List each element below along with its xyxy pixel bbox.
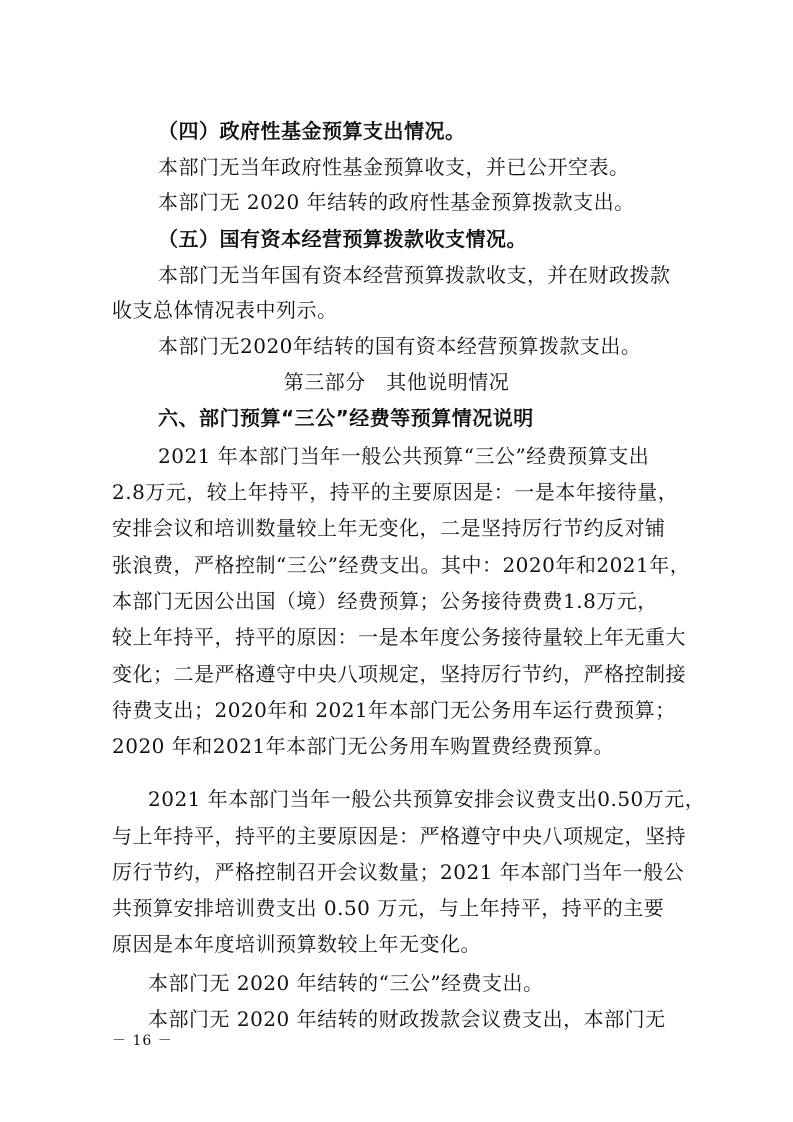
section6-heading: 六、部门预算“三公”经费等预算情况说明: [158, 406, 534, 430]
para1-line-1: 2021 年本部门当年一般公共预算“三公”经费预算支出: [158, 444, 650, 468]
para1-line-5: 本部门无因公出国（境）经费预算；公务接待费费1.8万元，: [112, 589, 658, 613]
para2-line-3: 厉行节约，严格控制召开会议数量；2021 年本部门当年一般公: [112, 860, 685, 884]
para1-line-9: 2020 年和2021年本部门无公务用车购置费经费预算。: [112, 734, 615, 758]
para1-line-8: 待费支出；2020年和 2021年本部门无公务用车运行费预算；: [112, 698, 676, 722]
para1-line-6: 较上年持平，持平的原因：一是本年度公务接待量较上年无重大: [112, 625, 686, 649]
para1-line-3: 安排会议和培训数量较上年无变化，二是坚持厉行节约反对铺: [112, 516, 666, 540]
para2-line-2: 与上年持平，持平的主要原因是：严格遵守中央八项规定，坚持: [112, 824, 686, 848]
para1-line-2: 2.8万元，较上年持平，持平的主要原因是：一是本年接待量，: [112, 480, 679, 504]
para3: 本部门无 2020 年结转的“三公”经费支出。: [148, 971, 544, 995]
para4: 本部门无 2020 年结转的财政拨款会议费支出，本部门无: [148, 1007, 666, 1031]
section5-paragraph-1-line-2: 收支总体情况表中列示。: [112, 298, 338, 322]
section5-paragraph-1-line-1: 本部门无当年国有资本经营预算拨款收支，并在财政拨款: [158, 263, 671, 287]
para2-line-4: 共预算安排培训费支出 0.50 万元，与上年持平，持平的主要: [112, 896, 665, 920]
para2-line-1: 2021 年本部门当年一般公共预算安排会议费支出0.50万元，: [148, 787, 706, 811]
section4-paragraph-2: 本部门无 2020 年结转的政府性基金预算拨款支出。: [158, 190, 635, 214]
part3-title: 第三部分 其他说明情况: [283, 370, 510, 394]
para1-line-4: 张浪费，严格控制“三公”经费支出。其中：2020年和2021年，: [112, 553, 691, 577]
para2-line-5: 原因是本年度培训预算数较上年无变化。: [112, 932, 481, 956]
page-number: － 16 －: [112, 1033, 173, 1049]
section5-heading: （五）国有资本经营预算拨款收支情况。: [158, 227, 527, 251]
para1-line-7: 变化；二是严格遵守中央八项规定，坚持厉行节约，严格控制接: [112, 662, 686, 686]
section5-paragraph-2: 本部门无2020年结转的国有资本经营预算拨款支出。: [158, 334, 642, 358]
section4-heading: （四）政府性基金预算支出情况。: [158, 119, 466, 143]
section4-paragraph-1: 本部门无当年政府性基金预算收支，并已公开空表。: [158, 155, 630, 179]
